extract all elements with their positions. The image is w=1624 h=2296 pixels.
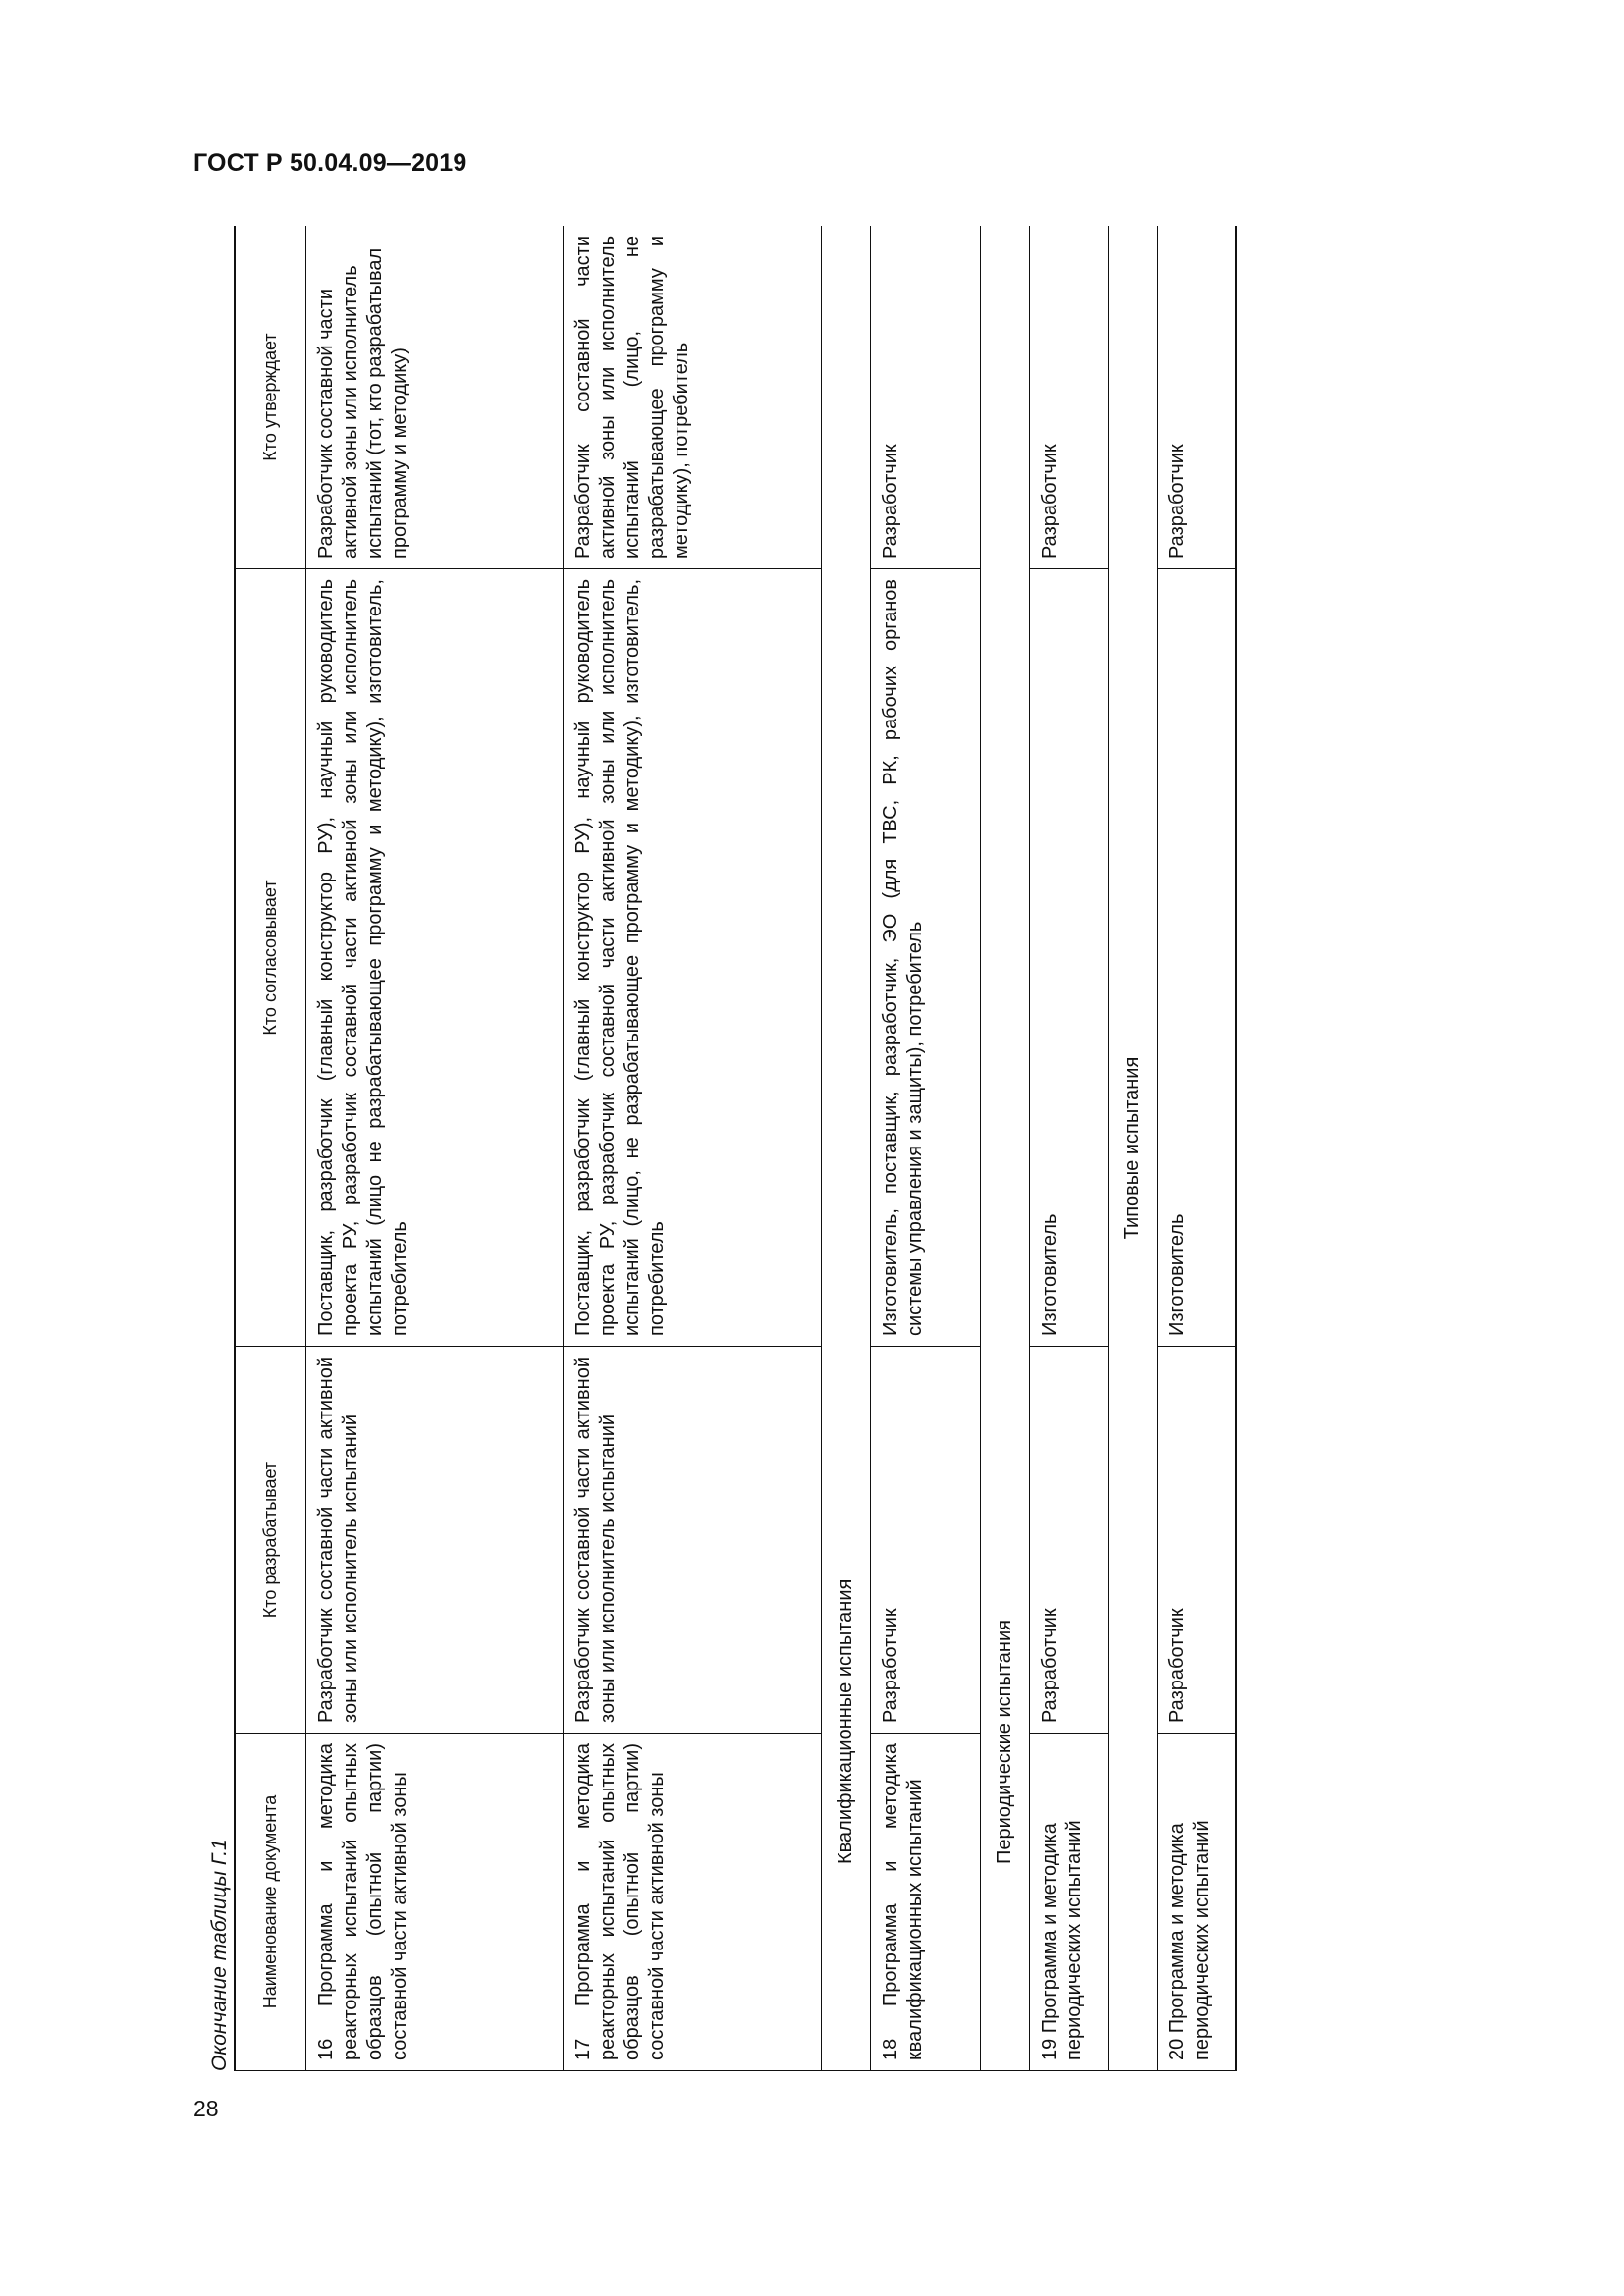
rotated-table-content bbox=[206, 226, 1237, 2071]
cell-approves: Разработчик bbox=[870, 226, 980, 569]
documents-table bbox=[234, 226, 1237, 2071]
cell-name: 20 Программа и методика периодических испытаний bbox=[1157, 1734, 1236, 2071]
cell-develops: Разработчик bbox=[1157, 1347, 1236, 1734]
col-header-name: Наименование документа bbox=[235, 1734, 305, 2071]
cell-develops: Разработчик составной части активной зоны или исполнитель испытаний bbox=[305, 1347, 564, 1734]
cell-agrees: Изготовитель bbox=[1029, 569, 1108, 1347]
page-number: 28 bbox=[193, 2096, 219, 2121]
cell-approves: Разработчик bbox=[1029, 226, 1108, 569]
section-label: Типовые испытания bbox=[1120, 1056, 1143, 1240]
cell-develops: Разработчик bbox=[1029, 1347, 1108, 1734]
col-header-approves: Кто утверждает bbox=[235, 226, 305, 569]
section-title bbox=[821, 226, 870, 2071]
table-row bbox=[564, 226, 822, 2071]
cell-agrees: Поставщик, разработчик (главный конструктор РУ), научный руководитель проекта РУ, разработчик составной части активной зоны или исполнитель испытаний (лицо не разрабатывающее программу и методику), изготовитель, потребитель bbox=[305, 569, 564, 1347]
section-label: Периодические испытания bbox=[993, 1620, 1015, 1864]
cell-name: 16 Программа и методика реакторных испытаний опытных образцов (опытной партии) составной части активной зоны bbox=[305, 1734, 564, 2071]
cell-approves: Разработчик составной части активной зоны или исполнитель испытаний (лицо, не разрабатывающее программу и методику), потребитель bbox=[564, 226, 822, 569]
table-row bbox=[870, 226, 980, 2071]
cell-agrees: Изготовитель, поставщик, разработчик, ЭО (для ТВС, РК, рабочих органов системы управления и защиты), потребитель bbox=[870, 569, 980, 1347]
section-row bbox=[980, 226, 1029, 2071]
cell-agrees: Изготовитель bbox=[1157, 569, 1236, 1347]
cell-name: 17 Программа и методика реакторных испытаний опытных образцов (опытной партии) составной части активной зоны bbox=[564, 1734, 822, 2071]
cell-develops: Разработчик bbox=[870, 1347, 980, 1734]
table-row bbox=[305, 226, 564, 2071]
section-row bbox=[821, 226, 870, 2071]
table-row bbox=[1029, 226, 1108, 2071]
section-title bbox=[980, 226, 1029, 2071]
cell-approves: Разработчик составной части активной зоны или исполнитель испытаний (тот, кто разрабатывал программу и методику) bbox=[305, 226, 564, 569]
col-header-develops: Кто разрабатывает bbox=[235, 1347, 305, 1734]
section-row bbox=[1108, 226, 1157, 2071]
cell-approves: Разработчик bbox=[1157, 226, 1236, 569]
document-header: ГОСТ Р 50.04.09—2019 bbox=[193, 149, 467, 177]
section-title bbox=[1108, 226, 1157, 2071]
rotated-table-area bbox=[206, 226, 1237, 2071]
section-label: Квалификационные испытания bbox=[834, 1578, 856, 1864]
table-row bbox=[1157, 226, 1236, 2071]
col-header-agrees: Кто согласовывает bbox=[235, 569, 305, 1347]
cell-name: 19 Программа и методика периодических испытаний bbox=[1029, 1734, 1108, 2071]
cell-agrees: Поставщик, разработчик (главный конструктор РУ), научный руководитель проекта РУ, разработчик составной части активной зоны или исполнитель испытаний (лицо, не разрабатывающее программу и методику), изготовитель, потребитель bbox=[564, 569, 822, 1347]
cell-develops: Разработчик составной части активной зоны или исполнитель испытаний bbox=[564, 1347, 822, 1734]
cell-name: 18 Программа и методика квалификационных испытаний bbox=[870, 1734, 980, 2071]
table-header-row bbox=[235, 226, 305, 2071]
table-caption: Окончание таблицы Г.1 bbox=[208, 1839, 231, 2071]
